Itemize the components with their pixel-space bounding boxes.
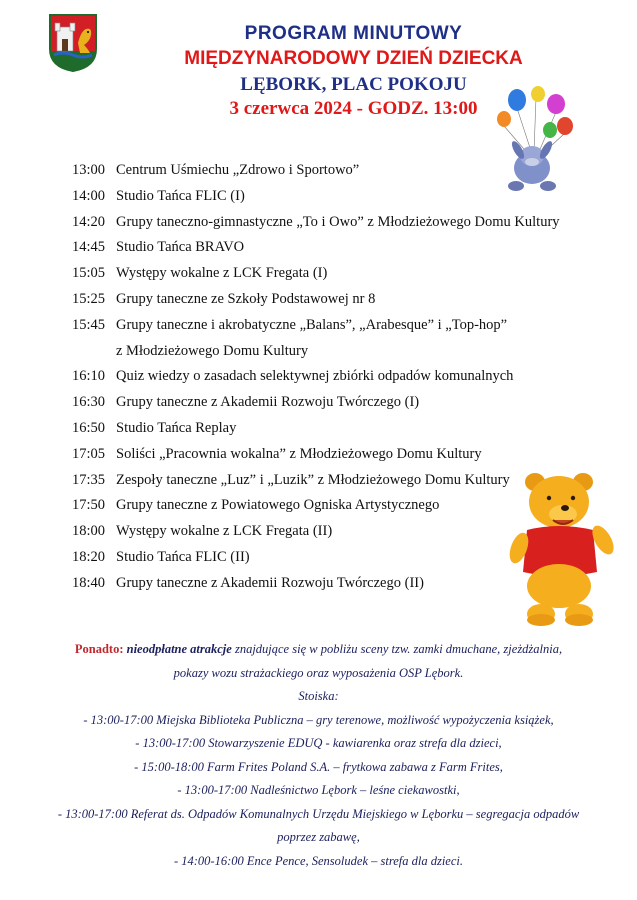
schedule-row <box>72 184 632 210</box>
stoiska-heading: Stoiska: <box>298 689 339 703</box>
schedule-row <box>72 235 632 261</box>
stoiska-list <box>14 709 623 874</box>
schedule-time: 17:05 <box>72 445 106 462</box>
schedule-event: Grupy taneczne z Akademii Rozwoju Twórczego (I) <box>116 394 420 411</box>
schedule-time: 18:40 <box>72 574 106 591</box>
schedule-row <box>72 158 632 184</box>
schedule-time: 17:35 <box>72 471 106 488</box>
stoisko-item: - 15:00-18:00 Farm Frites Poland S.A. – frytkowa zabawa z Farm Frites, <box>134 759 503 774</box>
schedule-time: 13:00 <box>72 162 106 178</box>
stoisko-item: - 13:00-17:00 Miejska Biblioteka Publiczna – gry terenowe, możliwość wypożyczenia książek, <box>83 712 554 727</box>
schedule-event: Studio Tańca FLIC (I) <box>116 187 245 204</box>
schedule-event: Grupy taneczne z Powiatowego Ogniska Artystycznego <box>116 497 440 514</box>
schedule-event: Występy wokalne z LCK Fregata (II) <box>116 523 333 540</box>
extras-section <box>14 638 623 873</box>
stoisko-item: - 13:00-17:00 Referat ds. Odpadów Komunalnych Urzędu Miejskiego w Lęborku – segregacja odpadów <box>57 806 580 821</box>
extras-lead: Ponadto: <box>74 642 124 656</box>
schedule-event-continuation: z Młodzieżowego Domu Kultury <box>116 342 309 359</box>
schedule-event: Centrum Uśmiechu „Zdrowo i Sportowo” <box>116 162 360 178</box>
schedule-event: Występy wokalne z LCK Fregata (I) <box>116 265 328 282</box>
schedule-row <box>72 442 632 468</box>
winnie-the-pooh-illustration <box>505 468 617 630</box>
schedule-event: Grupy taneczno-gimnastyczne „To i Owo” z Młodzieżowego Domu Kultury <box>116 213 560 230</box>
schedule-event: Grupy taneczne ze Szkoły Podstawowej nr 8 <box>116 290 376 307</box>
schedule-row <box>72 416 632 442</box>
stoisko-item: - 13:00-17:00 Nadleśnictwo Lębork – leśne ciekawostki, <box>177 783 460 797</box>
schedule-row <box>72 390 632 416</box>
schedule-event: Grupy taneczne z Akademii Rozwoju Twórczego (II) <box>116 574 424 591</box>
program-title: PROGRAM MINUTOWY <box>244 23 463 44</box>
schedule-time: 14:45 <box>72 239 106 256</box>
schedule-row <box>72 364 632 390</box>
schedule-time: 16:30 <box>72 394 106 411</box>
schedule-row <box>72 313 632 339</box>
location: LĘBORK, PLAC POKOJU <box>240 74 467 95</box>
date-time: 3 czerwca 2024 - GODZ. 13:00 <box>229 98 478 119</box>
extras-intro <box>14 638 623 662</box>
schedule-event: Quiz wiedzy o zasadach selektywnej zbiórki odpadów komunalnych <box>116 368 514 385</box>
schedule-row <box>72 287 632 313</box>
schedule-time: 17:50 <box>72 497 106 514</box>
schedule-time: 15:25 <box>72 290 106 307</box>
schedule-event: Grupy taneczne i akrobatyczne „Balans”, „Arabesque” i „Top-hop” <box>116 316 508 333</box>
stoisko-item: - 13:00-17:00 Stowarzyszenie EDUQ - kawiarenka oraz strefa dla dzieci, <box>135 736 502 750</box>
schedule-time: 18:00 <box>72 523 106 540</box>
schedule-time: 15:45 <box>72 316 106 333</box>
schedule-event: Studio Tańca FLIC (II) <box>116 548 250 565</box>
event-title: MIĘDZYNARODOWY DZIEŃ DZIECKA <box>184 48 523 69</box>
schedule-time: 18:20 <box>72 548 106 565</box>
schedule-time: 15:05 <box>72 265 106 282</box>
extras-intro-text: znajdujące się w pobliżu sceny tzw. zamki dmuchane, zjeżdżalnia, <box>231 642 563 656</box>
stoisko-item: poprzez zabawę, <box>277 830 360 844</box>
schedule-event: Studio Tańca BRAVO <box>116 239 245 256</box>
extras-bold: nieodpłatne atrakcje <box>126 642 232 656</box>
schedule-time: 16:50 <box>72 419 106 436</box>
schedule-time: 14:20 <box>72 213 106 230</box>
extras-intro-line2: pokazy wozu strażackiego oraz wyposażenia OSP Lębork. <box>173 665 464 680</box>
schedule-event: Studio Tańca Replay <box>116 419 237 436</box>
schedule-row <box>72 261 632 287</box>
stoisko-item: - 14:00-16:00 Ence Pence, Sensoludek – strefa dla dzieci. <box>173 853 464 868</box>
schedule-event: Zespoły taneczne „Luz” i „Luzik” z Młodzieżowego Domu Kultury <box>116 471 510 488</box>
coat-of-arms-icon <box>48 13 98 73</box>
schedule-row <box>72 210 632 236</box>
schedule-time: 14:00 <box>72 187 106 204</box>
schedule-time: 16:10 <box>72 368 106 385</box>
schedule-event: Soliści „Pracownia wokalna” z Młodzieżowego Domu Kultury <box>116 445 482 462</box>
